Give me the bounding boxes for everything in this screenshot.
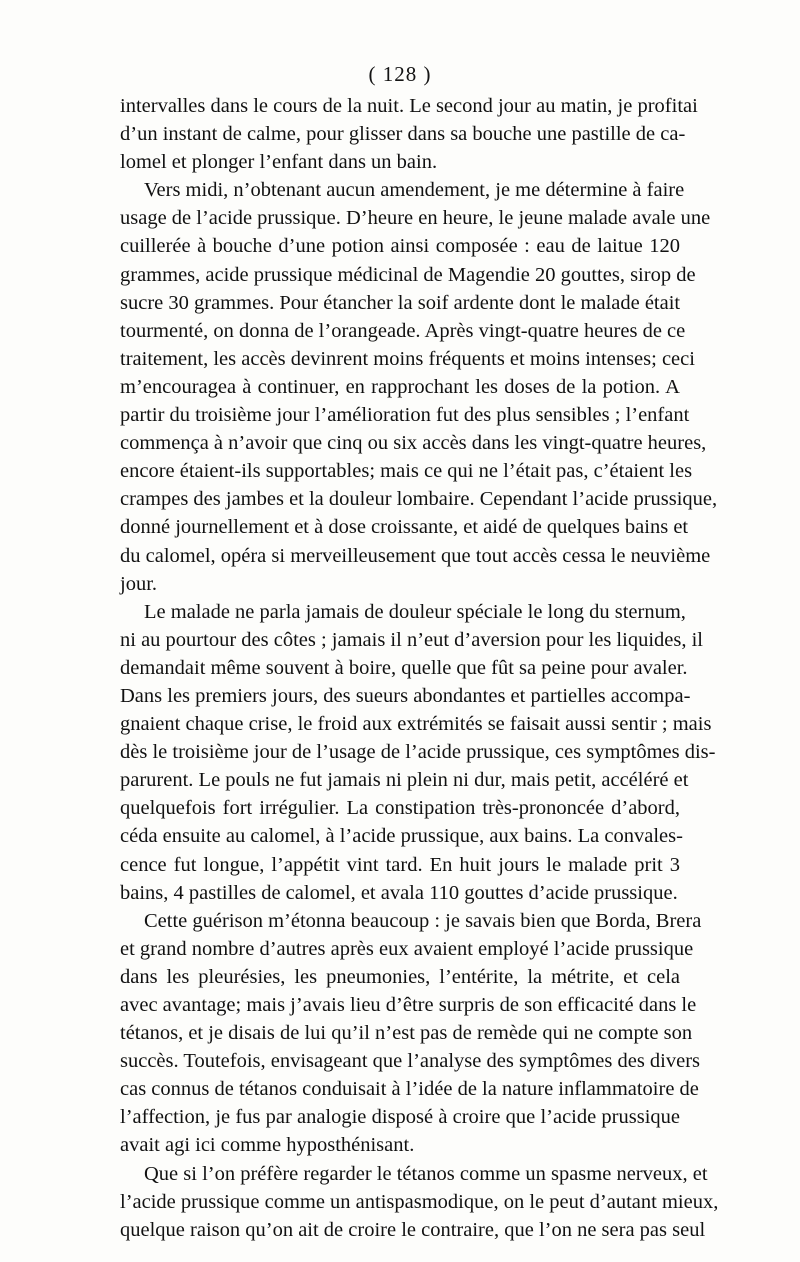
text-line: commença à n’avoir que cinq ou six accès dans les vingt-quatre heures, [120,432,707,455]
text-line: gnaient chaque crise, le froid aux extrémités se faisait aussi sentir ; mais [120,713,712,736]
text-line: grammes, acide prussique médicinal de Magendie 20 gouttes, sirop de [120,263,696,286]
text-line: l’affection, je fus par analogie disposé à croire que l’acide prussique [120,1106,680,1129]
text-line: cuillerée à bouche d’une potion ainsi composée : eau de laitue 120 [120,235,680,258]
text-line: parurent. Le pouls ne fut jamais ni plein ni dur, mais petit, accéléré et [120,769,689,792]
text-line: avec avantage; mais j’avais lieu d’être surpris de son efficacité dans le [120,994,697,1016]
text-line: encore étaient-ils supportables; mais ce qui ne l’était pas, c’étaient les [120,460,693,483]
text-line: usage de l’acide prussique. D’heure en heure, le jeune malade avale une [120,207,711,230]
text-line: Vers midi, n’obtenant aucun amendement, je me détermine à faire [144,179,685,202]
text-line: du calomel, opéra si merveilleusement que tout accès cessa le neuvième [120,544,711,567]
text-line: jour. [120,572,158,595]
page-number: ( 128 ) [368,62,432,86]
text-line: partir du troisième jour l’amélioration fut des plus sensibles ; l’enfant [120,404,690,427]
text-line: quelque raison qu’on ait de croire le contraire, que l’on ne sera pas seul [120,1218,706,1241]
text-line: bains, 4 pastilles de calomel, et avala 110 gouttes d’acide prussique. [120,881,678,904]
text-line: intervalles dans le cours de la nuit. Le second jour au matin, je profitai [120,95,698,117]
text-line: tétanos, et je disais de lui qu’il n’est pas de remède qui ne compte son [120,1022,693,1045]
text-line: tourmenté, on donna de l’orangeade. Après vingt-quatre heures de ce [120,319,686,342]
text-line: traitement, les accès devinrent moins fréquents et moins intenses; ceci [120,347,695,370]
text-line: Cette guérison m’étonna beaucoup : je savais bien que Borda, Brera [144,909,702,932]
text-line: ni au pourtour des côtes ; jamais il n’eut d’aversion pour les liquides, il [120,628,703,651]
text-line: m’encouragea à continuer, en rapprochant les doses de la potion. A [120,375,680,398]
text-line: d’un instant de calme, pour glisser dans sa bouche une pastille de ca- [120,123,686,146]
text-line: demandait même souvent à boire, quelle que fût sa peine pour avaler. [120,656,688,679]
text-line: cas connus de tétanos conduisait à l’idée de la nature inflammatoire de [120,1078,699,1101]
text-line: crampes des jambes et la douleur lombaire. Cependant l’acide prussique, [120,488,718,511]
text-line: dans les pleurésies, les pneumonies, l’entérite, la métrite, et cela [120,965,680,988]
text-line: avait agi ici comme hyposthénisant. [120,1134,415,1157]
text-line: et grand nombre d’autres après eux avaient employé l’acide prussique [120,937,694,960]
text-line: donné journellement et à dose croissante, et aidé de quelques bains et [120,516,689,539]
text-line: Que si l’on préfère regarder le tétanos comme un spasme nerveux, et [144,1162,708,1185]
text-line: céda ensuite au calomel, à l’acide prussique, aux bains. La convales- [120,825,683,848]
text-line: lomel et plonger l’enfant dans un bain. [120,151,438,174]
text-line: succès. Toutefois, envisageant que l’analyse des symptômes des divers [120,1050,701,1073]
body-text [120,92,719,1244]
text-line: cence fut longue, l’appétit vint tard. En huit jours le malade prit 3 [120,853,680,876]
text-line: quelquefois fort irrégulier. La constipation très-prononcée d’abord, [120,797,680,820]
text-line: sucre 30 grammes. Pour étancher la soif ardente dont le malade était [120,291,681,314]
text-line: dès le troisième jour de l’usage de l’acide prussique, ces symptômes dis- [120,741,716,764]
text-line: Le malade ne parla jamais de douleur spéciale le long du sternum, [144,600,686,623]
text-line: l’acide prussique comme un antispasmodique, on le peut d’autant mieux, [120,1190,719,1213]
text-line: Dans les premiers jours, des sueurs abondantes et partielles accompa- [120,684,691,707]
